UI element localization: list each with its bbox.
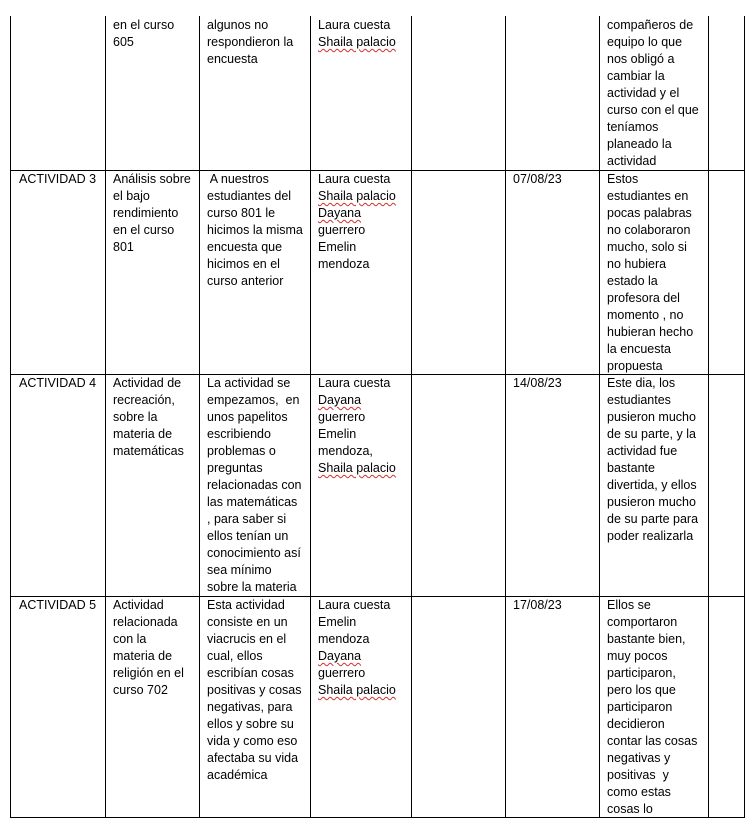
row2-actividad: ACTIVIDAD 3: [19, 172, 97, 186]
responsable: [318, 682, 396, 699]
row1-responsables: [318, 17, 396, 51]
row2-responsables: [318, 171, 396, 273]
responsable: guerrero: [318, 410, 366, 424]
row4-resultado: Ellos se comportaron bastante bien, muy pocos participaron, pero los que participaron decidieron contar las cosas negativas y positivas y como estas cosas lo: [607, 598, 698, 816]
column-divider: [105, 16, 106, 818]
responsable-name: Dayana: [318, 206, 362, 220]
responsable: Laura cuesta: [318, 376, 391, 390]
row3-descripcion: La actividad se empezamos, en unos papelitos escribiendo problemas o preguntas relacionadas con las matemáticas , para saber si ellos tenían un conocimiento así sea mínimo sobre la materia: [207, 376, 302, 594]
row4-fecha: 17/08/23: [513, 598, 562, 612]
column-divider: [310, 16, 311, 818]
responsable: [318, 460, 396, 477]
responsable: Laura cuesta: [318, 598, 391, 612]
responsable-name: Dayana: [318, 649, 362, 663]
row3-fecha: 14/08/23: [513, 376, 562, 390]
responsable: Laura cuesta: [318, 172, 391, 186]
column-divider: [505, 16, 506, 818]
row1-resultado: compañeros de equipo lo que nos obligó a cambiar la actividad y el curso con el que teníamos planeado la actividad: [607, 18, 699, 168]
row3-actividad: ACTIVIDAD 4: [19, 376, 97, 390]
column-divider: [411, 16, 412, 818]
row2-resultado: Estos estudiantes en pocas palabras no colaboraron mucho, solo si no hubiera estado la profesora del momento , no hubieran hecho la encuesta propuesta: [607, 172, 694, 373]
column-divider: [599, 16, 600, 818]
responsable: guerrero: [318, 666, 366, 680]
table-border-right: [744, 16, 745, 818]
table-border-left: [10, 16, 11, 818]
row2-titulo: Análisis sobre el bajo rendimiento en el curso 801: [113, 172, 191, 254]
responsable: guerrero: [318, 223, 366, 237]
responsable: [318, 188, 396, 205]
row4-titulo: Actividad relacionada con la materia de religión en el curso 702: [113, 598, 184, 697]
responsable-name: Dayana: [318, 393, 362, 407]
responsable: mendoza: [318, 632, 370, 646]
column-divider: [199, 16, 200, 818]
row2-fecha: 07/08/23: [513, 172, 562, 186]
responsable: [318, 648, 396, 665]
responsable: Emelin: [318, 240, 357, 254]
responsable: [318, 205, 396, 222]
row3-resultado: Este dia, los estudiantes pusieron mucho de su parte, y la actividad fue bastante divertida, y ellos pusieron mucho de su parte para poder realizarla: [607, 376, 699, 543]
responsable: [318, 34, 396, 51]
responsable-name: Shaila palacio: [318, 35, 396, 49]
row3-titulo: Actividad de recreación, sobre la materia de matemáticas: [113, 376, 184, 458]
responsable: mendoza: [318, 257, 370, 271]
responsable: Laura cuesta: [318, 18, 391, 32]
row4-descripcion: Esta actividad consiste en un viacrucis en el cual, ellos escribían cosas positivas y cosas negativas, para ellos y sobre su vida y como eso afectaba su vida académica: [207, 598, 302, 782]
responsable: Emelin: [318, 615, 357, 629]
row4-actividad: ACTIVIDAD 5: [19, 598, 97, 612]
row2-descripcion: A nuestros estudiantes del curso 801 le hicimos la misma encuesta que hicimos en el curso anterior: [207, 172, 303, 288]
responsable-name: Shaila palacio: [318, 189, 396, 203]
responsable: mendoza,: [318, 444, 373, 458]
responsable-name: Shaila palacio: [318, 683, 396, 697]
column-divider: [708, 16, 709, 818]
row4-responsables: [318, 597, 396, 699]
row3-responsables: [318, 375, 396, 477]
responsable-name: Shaila palacio: [318, 461, 396, 475]
row1-descripcion: algunos no respondieron la encuesta: [207, 18, 294, 66]
row1-titulo: en el curso 605: [113, 18, 175, 49]
responsable: Emelin: [318, 427, 357, 441]
responsable: [318, 392, 396, 409]
